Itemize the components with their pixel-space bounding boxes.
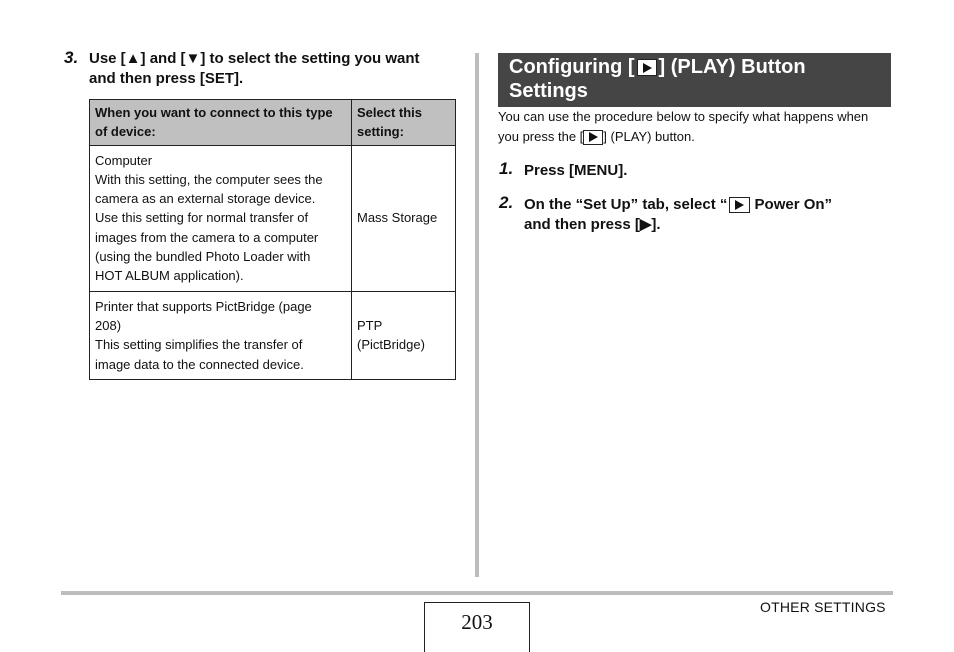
- cell-line: images from the camera to a computer: [95, 229, 319, 245]
- cell-line: Printer that supports PictBridge (page: [95, 298, 312, 314]
- table-cell-device: [90, 291, 352, 379]
- heading-line-2: Settings: [509, 80, 588, 102]
- step-3-line-1: Use [▲] and [▼] to select the setting you want: [89, 50, 420, 67]
- connection-settings-table: [89, 99, 456, 380]
- table-header-row: [90, 100, 456, 146]
- table-row: [90, 145, 456, 291]
- intro-line-1: You can use the procedure below to specify what happens when: [498, 109, 869, 124]
- table-cell-setting: [352, 145, 456, 291]
- play-icon: [637, 59, 657, 76]
- cell-line: (using the bundled Photo Loader with: [95, 249, 311, 265]
- heading-line-1: [509, 55, 891, 79]
- table-cell-setting: [352, 291, 456, 379]
- section-heading-banner: [498, 53, 891, 107]
- step-2-number: 2.: [499, 193, 514, 212]
- intro-line-2: [498, 127, 893, 147]
- cell-line: Mass Storage: [357, 210, 438, 226]
- step-1-instruction: Press [MENU].: [524, 162, 628, 179]
- table-header-setting: Select this setting:: [352, 100, 456, 146]
- cell-line: image data to the connected device.: [95, 356, 304, 372]
- play-icon: [583, 130, 603, 145]
- table-header-device: When you want to connect to this type of device:: [90, 100, 352, 146]
- step-2-line-2: and then press [▶].: [524, 216, 661, 233]
- heading-text-post: ] (PLAY) Button: [658, 56, 806, 78]
- step-2-text-post: Power On”: [750, 196, 833, 213]
- step-1-number: 1.: [499, 159, 514, 178]
- footer-rule: [61, 591, 893, 595]
- table-cell-device: [90, 145, 352, 291]
- cell-line: With this setting, the computer sees the: [95, 171, 323, 187]
- column-divider: [475, 53, 479, 577]
- play-icon: [729, 197, 750, 213]
- step-3-number: 3.: [64, 48, 79, 67]
- cell-line: This setting simplifies the transfer of: [95, 337, 303, 353]
- intro-text-post: ] (PLAY) button.: [603, 128, 695, 144]
- cell-line: 208): [95, 317, 122, 333]
- cell-line: PTP: [357, 317, 383, 333]
- cell-line: HOT ALBUM application).: [95, 268, 244, 284]
- cell-line: Computer: [95, 152, 153, 168]
- step-2-text-pre: On the “Set Up” tab, select “: [524, 196, 728, 213]
- cell-line: camera as an external storage device.: [95, 191, 316, 207]
- step-2-line-1: [524, 195, 894, 215]
- cell-line: Use this setting for normal transfer of: [95, 210, 309, 226]
- heading-text-pre: Configuring [: [509, 56, 635, 78]
- step-3-instruction: [89, 49, 459, 89]
- intro-text-pre: you press the [: [498, 128, 584, 144]
- table-row: [90, 291, 456, 379]
- page-number: 203: [424, 602, 530, 652]
- cell-line: (PictBridge): [357, 337, 425, 353]
- step-3-line-2: and then press [SET].: [89, 70, 244, 87]
- section-label: OTHER SETTINGS: [760, 599, 886, 615]
- intro-paragraph: [498, 107, 893, 146]
- step-2-instruction: [524, 195, 894, 235]
